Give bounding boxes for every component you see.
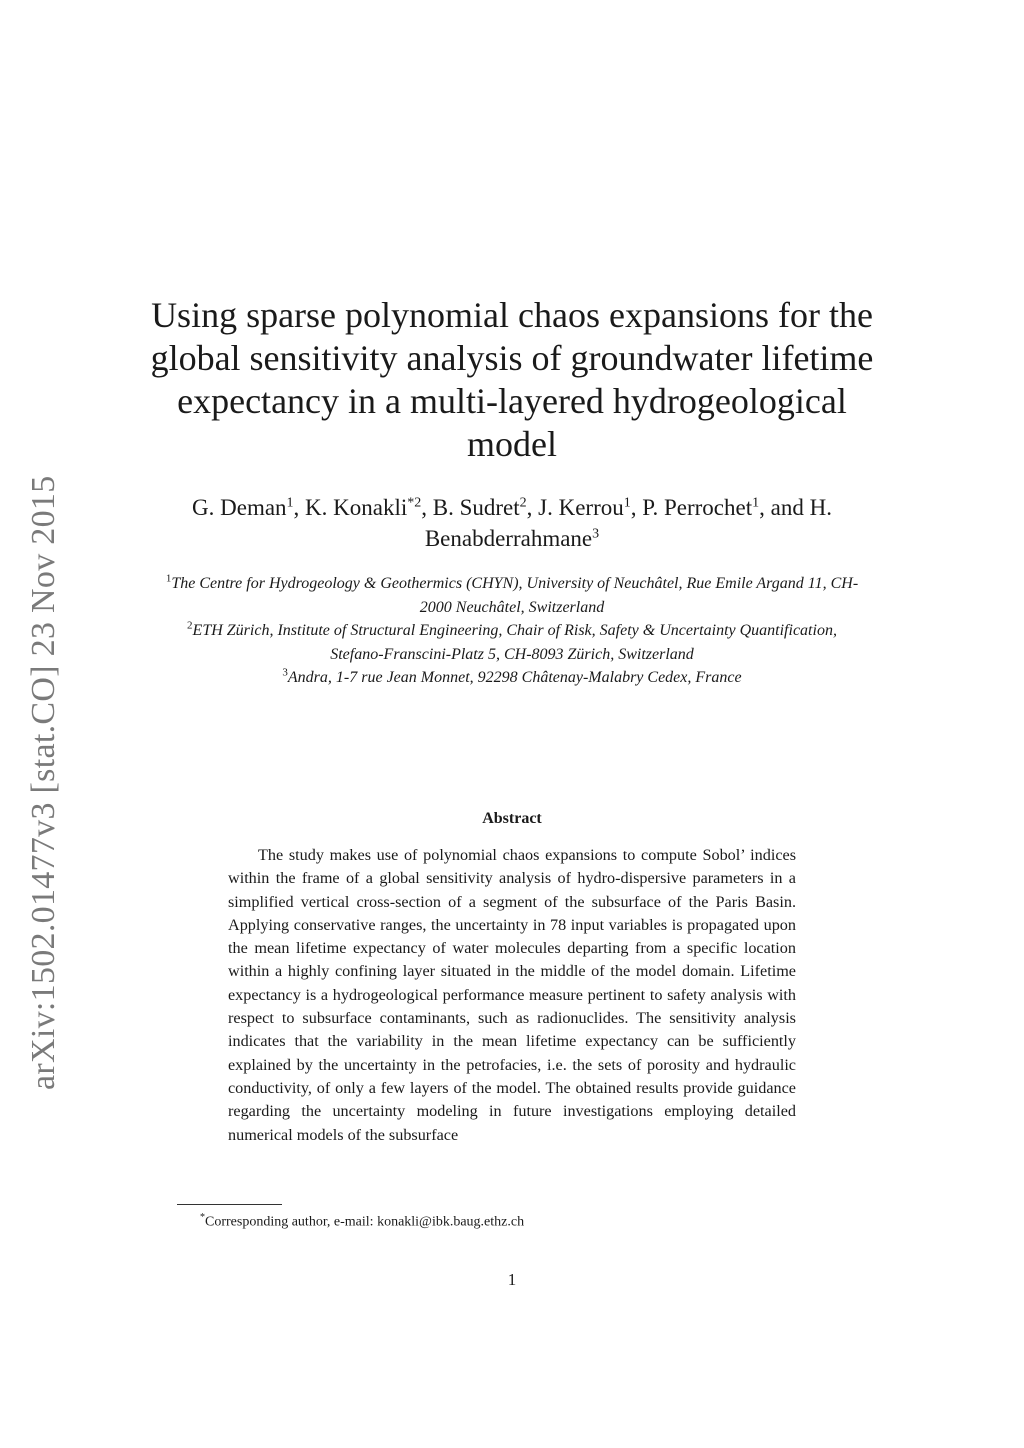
author-name: K. Konakli [305, 495, 408, 520]
paper-title: Using sparse polynomial chaos expansions for the global sensitivity analysis of groundwater lifetime expectancy in a multi-layered hydrogeological model [150, 295, 874, 464]
affiliation-text: ETH Zürich, Institute of Structural Engineering, Chair of Risk, Safety & Uncertainty Quantification, Stefano-Franscini-Platz 5, CH-8093 Zürich, Switzerland [192, 622, 837, 663]
affiliation-mark: 1 [165, 572, 172, 585]
author-name: J. Kerrou [538, 495, 624, 520]
footnote [200, 1208, 840, 1233]
author-separator: , [630, 495, 643, 520]
author-name: B. Sudret [432, 495, 520, 520]
author-mark: 3 [592, 526, 600, 542]
author-list [190, 492, 834, 554]
author-mark: *2 [407, 495, 422, 511]
footnote-divider [177, 1204, 282, 1205]
footnote-text: Corresponding author, e-mail: konakli@ibk.baug.ethz.ch [205, 1214, 525, 1230]
author-mark: 2 [519, 495, 527, 511]
author-separator: , [526, 495, 539, 520]
author-name: G. Deman [192, 495, 287, 520]
author-mark: 1 [286, 495, 294, 511]
arxiv-stamp: arXiv:1502.01477v3 [stat.CO] 23 Nov 2015 [25, 475, 62, 1090]
page-number: 1 [507, 1270, 517, 1289]
author-name: P. Perrochet [642, 495, 753, 520]
affiliation [160, 666, 864, 690]
footnote-mark: * [200, 1212, 205, 1223]
affiliation [160, 619, 864, 666]
affiliation-mark: 3 [282, 666, 288, 679]
author-name: H. Benabderrahmane [424, 495, 832, 551]
abstract-heading: Abstract [482, 810, 542, 827]
affiliation-mark: 2 [187, 619, 193, 632]
author-separator: , [421, 495, 433, 520]
affiliation-list [160, 572, 864, 690]
affiliation [160, 572, 864, 619]
affiliation-text: Andra, 1-7 rue Jean Monnet, 92298 Châtenay-Malabry Cedex, France [287, 669, 742, 686]
author-mark: 1 [623, 495, 631, 511]
abstract-text: The study makes use of polynomial chaos expansions to compute Sobol’ indices within the frame of a global sensitivity analysis of hydro-dispersive parameters in a simplified vertical cross-section of a segment of the subsurface of the Paris Basin. Applying conservative ranges, the uncertainty in 78 input variables is propagated upon the mean lifetime expectancy of water molecules departing from a specific location within a highly confining layer situated in the middle of the model domain. Lifetime expectancy is a hydrogeological performance measure pertinent to safety analysis with respect to subsurface contaminants, such as radionuclides. The sensitivity analysis indicates that the variability in the mean lifetime expectancy can be sufficiently explained by the uncertainty in the petrofacies, i.e. the sets of porosity and hydraulic conductivity, of only a few layers of the model. The obtained results provide guidance regarding the uncertainty modeling in future investigations employing detailed numerical models of the subsurface [228, 846, 796, 1144]
author-mark: 1 [752, 495, 760, 511]
affiliation-text: The Centre for Hydrogeology & Geothermics (CHYN), University of Neuchâtel, Rue Emile Argand 11, CH-2000 Neuchâtel, Switzerland [171, 575, 859, 616]
author-separator: , [293, 495, 306, 520]
author-separator: , and [759, 495, 810, 520]
